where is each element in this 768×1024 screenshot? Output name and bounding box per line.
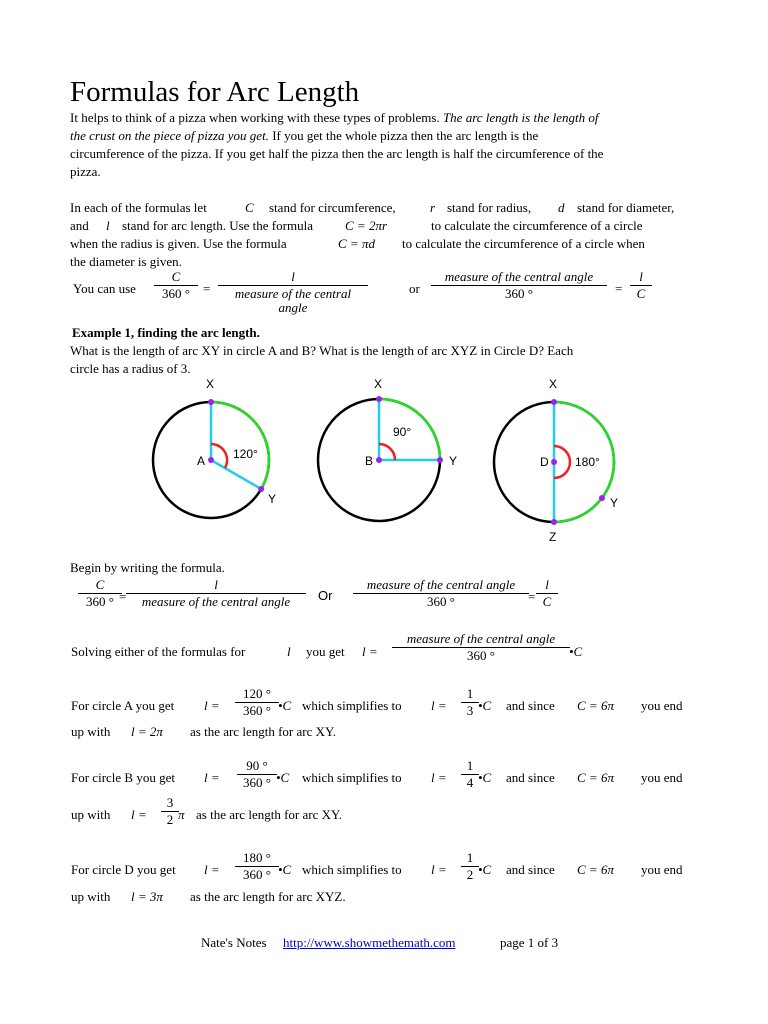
circle-B — [318, 377, 457, 521]
fraction-one-fourth: $\frac{1}{4}$ — [463, 759, 477, 790]
circle-B-C-6pi: C = 6π — [577, 770, 614, 785]
or-label: or — [409, 281, 420, 296]
intro-line-4: pizza. — [70, 164, 101, 179]
defs-line-1-a: In each of the formulas let — [70, 200, 207, 215]
intro-line-2: the crust on the piece of pizza you get. If you get the whole pizza then the arc length is the — [70, 128, 539, 143]
circle-A-angle: 120° — [233, 447, 258, 461]
circle-B-simplifies: which simplifies to — [302, 770, 402, 785]
defs-line-1-d: stand for diameter, — [577, 200, 675, 215]
circle-D-dot-C: •C — [278, 862, 292, 877]
defs-line-1-b: stand for circumference, — [269, 200, 396, 215]
formula-circumference-diameter: C = πd — [338, 236, 375, 251]
fraction-180-over-360: $\frac{180 ^\circ}{360 ^\circ}$ — [237, 851, 277, 882]
circle-A-C-6pi: C = 6π — [577, 698, 614, 713]
fraction-angle-over-360-b: measure of the central angle 360 ° — [355, 578, 527, 609]
circle-A — [153, 377, 276, 518]
for-circle-A-text: For circle A you get — [71, 698, 175, 713]
or-label-2: Or — [318, 588, 333, 603]
fraction-l-over-angle-b: l measure of the central angle — [128, 578, 304, 609]
circle-A-as-length: as the arc length for arc XY. — [190, 724, 336, 739]
circle-B-pi: π — [178, 807, 185, 822]
circle-A-simplifies: which simplifies to — [302, 698, 402, 713]
example-heading: Example 1, finding the arc length. — [72, 325, 260, 340]
circle-D-you-end: you end — [641, 862, 683, 877]
circle-D-as-length: as the arc length for arc XYZ. — [190, 889, 346, 904]
circle-A-label-Y: Y — [268, 492, 277, 506]
you-get-text: you get — [306, 644, 345, 659]
footer-notes: Nate's Notes — [201, 935, 267, 950]
you-can-use-label: You can use — [73, 281, 136, 296]
circle-B-up-with: up with — [71, 807, 111, 822]
for-circle-B-text: For circle B you get — [71, 770, 175, 785]
fraction-90-over-360: $\frac{90 ^\circ}{360 ^\circ}$ — [239, 759, 275, 790]
circle-A-up-with: up with — [71, 724, 111, 739]
defs-line-2-b: stand for arc length. Use the formula — [122, 218, 313, 233]
circle-D-label-Z: Z — [549, 530, 557, 544]
defs-line-2-a: and — [70, 218, 89, 233]
circle-B-l-equals-3: l = — [131, 807, 147, 822]
var-l-2: l — [287, 644, 291, 659]
var-r: r — [430, 200, 436, 215]
defs-line-3-a: when the radius is given. Use the formula — [70, 236, 287, 251]
circle-B-angle: 90° — [393, 425, 412, 439]
page-title: Formulas for Arc Length — [70, 76, 360, 108]
fraction-one-half: $\frac{1}{2}$ — [463, 851, 477, 882]
example-question-2: circle has a radius of 3. — [70, 361, 191, 376]
for-circle-D-text: For circle D you get — [71, 862, 176, 877]
var-C: C — [245, 200, 254, 215]
var-l: l — [106, 218, 110, 233]
dot-C: •C — [569, 644, 583, 659]
var-d: d — [558, 200, 565, 215]
circle-A-l-equals: l = — [204, 698, 220, 713]
circle-B-l-equals-2: l = — [431, 770, 447, 785]
circle-B-dot-C-2: •C — [478, 770, 492, 785]
circle-B-and-since: and since — [506, 770, 555, 785]
footer-link[interactable]: http://www.showmethemath.com — [283, 935, 456, 950]
circle-B-label-Y: Y — [449, 454, 458, 468]
begin-text: Begin by writing the formula. — [70, 560, 225, 575]
circle-D-label-center: D — [540, 455, 549, 469]
equals-sign: = — [203, 281, 211, 296]
circle-B-dot-C: •C — [276, 770, 290, 785]
circle-B-as-length: as the arc length for arc XY. — [196, 807, 342, 822]
circle-D-and-since: and since — [506, 862, 555, 877]
intro-line-1: It helps to think of a pizza when working with these types of problems. The arc length is the length of — [70, 110, 599, 125]
circle-D-angle: 180° — [575, 455, 600, 469]
fraction-l-over-C-b: $\frac{l}{C}$ — [538, 578, 556, 609]
circle-D — [494, 377, 618, 544]
intro-line-3: circumference of the pizza. If you get half the pizza then the arc length is half the circumference of the — [70, 146, 604, 161]
circle-D-C-6pi: C = 6π — [577, 862, 614, 877]
fraction-solution: measure of the central angle 360 ° — [394, 632, 568, 663]
equals-sign-2: = — [615, 281, 623, 296]
fraction-three-halves: $\frac{3}{2}$ — [163, 796, 177, 827]
circle-D-l-equals-2: l = — [431, 862, 447, 877]
circle-A-and-since: and since — [506, 698, 555, 713]
fraction-120-over-360: $\frac{120 ^\circ}{360 ^\circ}$ — [237, 687, 277, 718]
circle-D-answer: l = 3π — [131, 889, 163, 904]
circle-B-l-equals: l = — [204, 770, 220, 785]
defs-line-3-b: to calculate the circumference of a circle when — [402, 236, 645, 251]
equals-sign-3: = — [119, 589, 127, 604]
circle-B-you-end: you end — [641, 770, 683, 785]
defs-line-4: the diameter is given. — [70, 254, 182, 269]
solving-text: Solving either of the formulas for — [71, 644, 246, 659]
circle-diagrams — [140, 372, 700, 548]
circle-D-simplifies: which simplifies to — [302, 862, 402, 877]
circle-D-label-X: X — [549, 377, 558, 391]
circle-A-l-equals-2: l = — [431, 698, 447, 713]
l-equals: l = — [362, 644, 378, 659]
footer-page-number: page 1 of 3 — [500, 935, 559, 950]
fraction-l-over-angle: l measure of the central angle — [220, 270, 366, 315]
circle-A-answer: l = 2π — [131, 724, 163, 739]
example-question-1: What is the length of arc XY in circle A and B? What is the length of arc XYZ in Circle D? Each — [70, 343, 574, 358]
fraction-C-over-360: $\frac{C}{360 ^\circ}$ — [156, 270, 196, 301]
circle-A-you-end: you end — [641, 698, 683, 713]
defs-line-1-c: stand for radius, — [447, 200, 532, 215]
circle-A-dot-C: •C — [278, 698, 292, 713]
equals-sign-4: = — [528, 589, 536, 604]
fraction-l-over-C: $\frac{l}{C}$ — [632, 270, 650, 301]
circle-D-dot-C-2: •C — [478, 862, 492, 877]
circle-A-label-center: A — [197, 454, 206, 468]
circle-D-label-Y: Y — [610, 496, 619, 510]
fraction-one-third: $\frac{1}{3}$ — [463, 687, 477, 718]
circle-B-label-center: B — [365, 454, 374, 468]
circle-A-dot-C-2: •C — [478, 698, 492, 713]
fraction-C-over-360-b: $\frac{C}{360 ^\circ}$ — [80, 578, 120, 609]
circle-D-up-with: up with — [71, 889, 111, 904]
circle-D-l-equals: l = — [204, 862, 220, 877]
formula-circumference-radius: C = 2πr — [345, 218, 388, 233]
circle-A-label-X: X — [206, 377, 215, 391]
fraction-angle-over-360: measure of the central angle 360 ° — [433, 270, 605, 301]
defs-line-2-c: to calculate the circumference of a circle — [431, 218, 643, 233]
circle-B-label-X: X — [374, 377, 383, 391]
